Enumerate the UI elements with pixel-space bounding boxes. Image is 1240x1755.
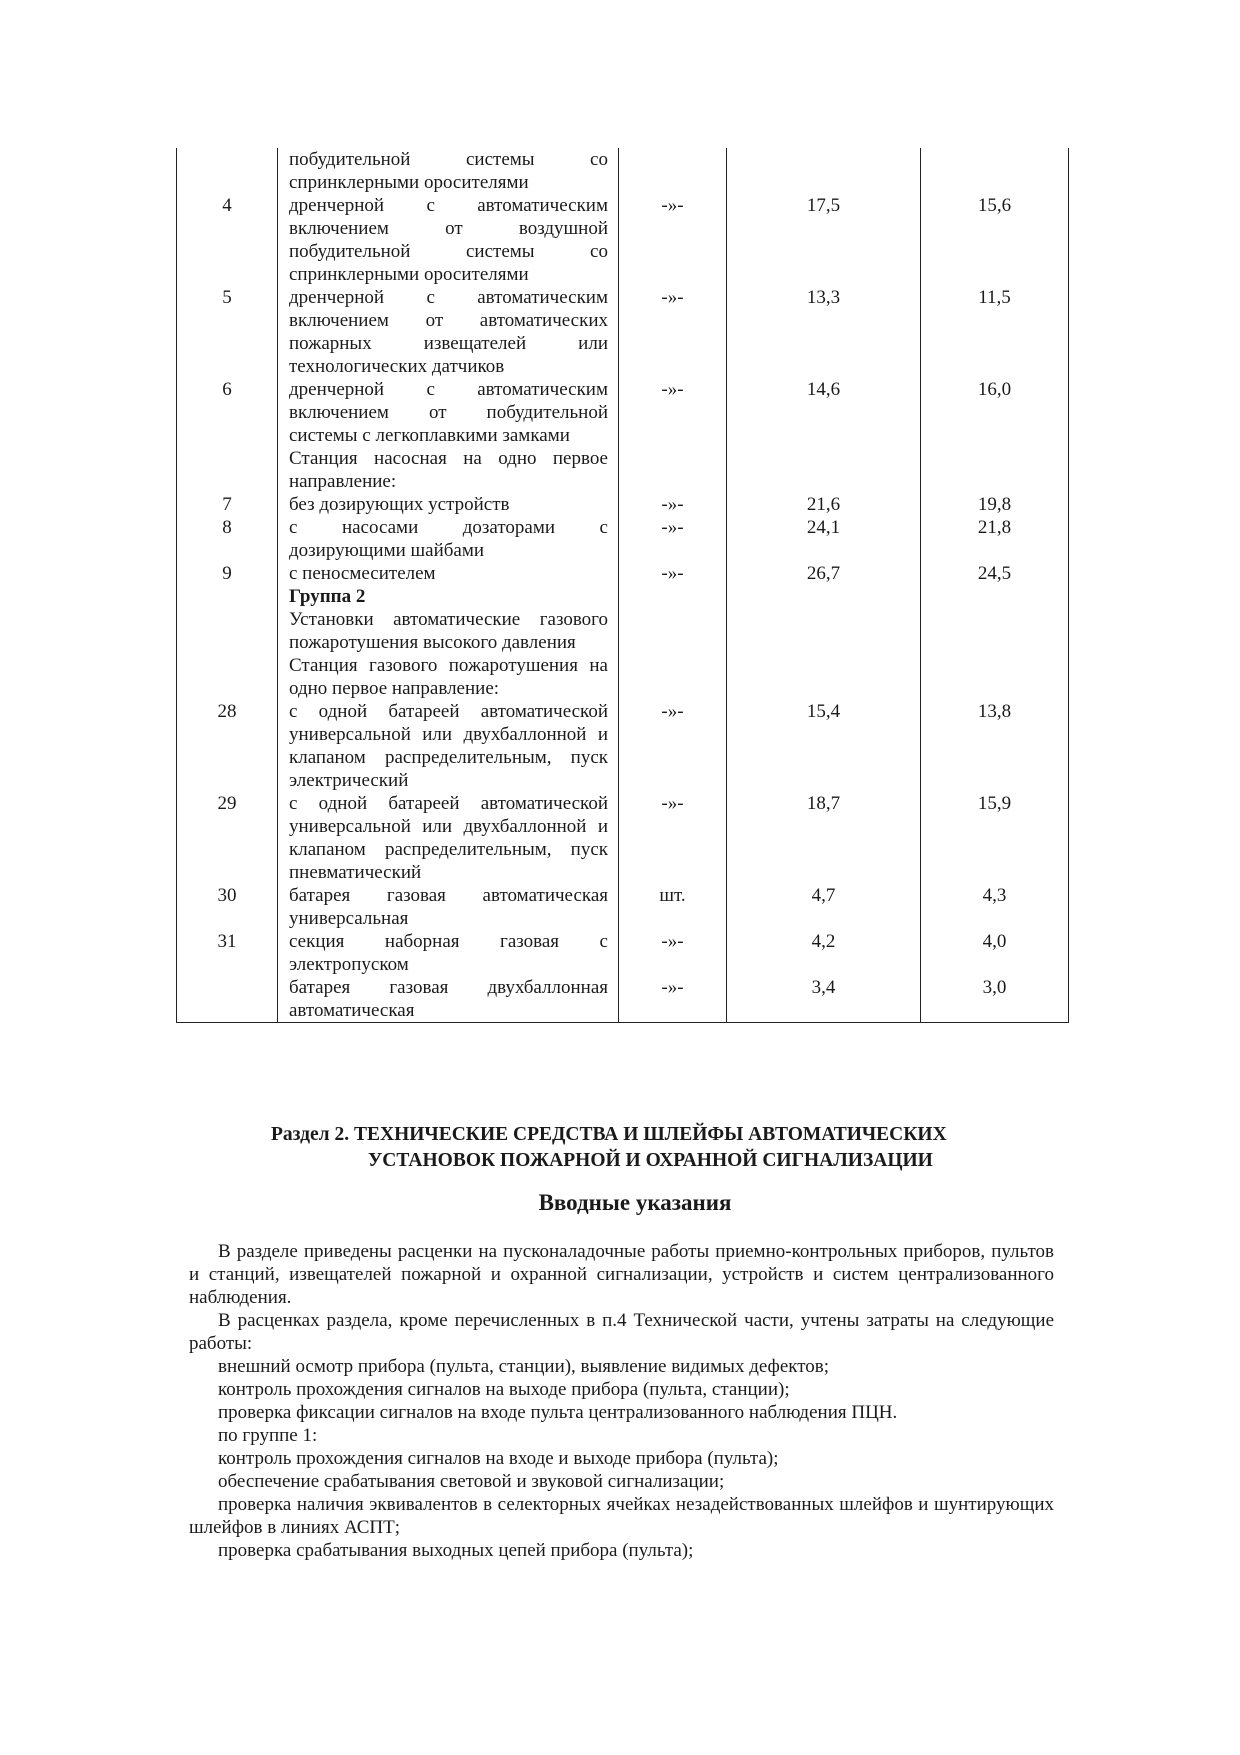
row-value-1: 14,6 [727,378,921,447]
row-number [177,976,278,1023]
paragraph: В разделе приведены расценки на пусконаладочные работы приемно-контрольных приборов, пультов и станций, извещателей пожарной и охранной сигнализации, устройств и систем централизованного наблюдения. [189,1241,1054,1308]
row-description [278,378,619,447]
paragraph: В расценках раздела, кроме перечисленных в п.4 Технической части, учтены затраты на следующие работы: [189,1310,1054,1354]
table-row [177,516,1069,562]
group-heading: Группа 2 [289,586,366,607]
row-value-1 [727,148,921,194]
row-number: 9 [177,562,278,585]
paragraph: по группе 1: [218,1425,318,1446]
description-text: батарея газовая автоматическая универсальная [289,885,608,929]
row-description [278,792,619,884]
row-unit: -»- [619,562,727,585]
row-value-2 [921,585,1069,700]
row-description [278,884,619,930]
row-unit: -»- [619,194,727,286]
table-row [177,585,1069,700]
row-number: 8 [177,516,278,562]
row-description [278,286,619,378]
section-heading-line1: Раздел 2. ТЕХНИЧЕСКИЕ СРЕДСТВА И ШЛЕЙФЫ АВТОМАТИЧЕСКИХ [271,1124,947,1145]
row-value-2: 15,6 [921,194,1069,286]
table-row [177,148,1069,194]
table-row [177,286,1069,378]
row-value-1: 18,7 [727,792,921,884]
row-value-2 [921,148,1069,194]
row-unit: -»- [619,516,727,562]
description-text: с насосами дозаторами с дозирующими шайбами [289,517,608,561]
row-value-2: 15,9 [921,792,1069,884]
rates-table-body [177,148,1069,1023]
row-value-1: 26,7 [727,562,921,585]
description-text: с одной батареей автоматической универсальной или двухбаллонной и клапаном распределительным, пуск электрический [289,701,608,791]
row-unit: -»- [619,930,727,976]
description-text: Станция насосная на одно первое направление: [289,448,608,492]
table-row [177,562,1069,585]
row-unit: -»- [619,493,727,516]
row-description [278,194,619,286]
row-value-1: 4,7 [727,884,921,930]
row-value-2: 21,8 [921,516,1069,562]
table-row [177,447,1069,493]
row-value-2: 4,0 [921,930,1069,976]
row-number [177,148,278,194]
row-unit: -»- [619,286,727,378]
rates-table-wrapper [176,148,1068,1023]
table-row [177,792,1069,884]
table-row [177,930,1069,976]
table-row [177,700,1069,792]
row-number: 7 [177,493,278,516]
row-number [177,585,278,700]
table-row [177,884,1069,930]
row-value-2: 24,5 [921,562,1069,585]
row-description [278,493,619,516]
section-heading-line2: УСТАНОВОК ПОЖАРНОЙ И ОХРАННОЙ СИГНАЛИЗАЦИИ [368,1150,933,1171]
row-value-1: 17,5 [727,194,921,286]
description-text: без дозирующих устройств [289,494,510,515]
row-unit: -»- [619,792,727,884]
description-text: дренчерной с автоматическим включением от побудительной системы с легкоплавкими замками [289,379,608,446]
row-unit [619,447,727,493]
intro-heading: Вводные указания [538,1190,732,1215]
row-value-1: 3,4 [727,976,921,1023]
row-description [278,447,619,493]
description-text: побудительной системы со спринклерными оросителями [289,149,608,193]
row-value-1 [727,585,921,700]
row-unit [619,585,727,700]
row-description [278,585,619,700]
row-value-2: 11,5 [921,286,1069,378]
row-value-1: 21,6 [727,493,921,516]
table-row [177,976,1069,1023]
description-text: дренчерной с автоматическим включением от воздушной побудительной системы со спринклерными оросителями [289,195,608,285]
description-text: с пеносмесителем [289,563,436,584]
row-value-1: 24,1 [727,516,921,562]
row-unit: -»- [619,378,727,447]
row-value-1: 13,3 [727,286,921,378]
description-text: батарея газовая двухбаллонная автоматическая [289,977,608,1021]
row-description [278,976,619,1023]
row-unit: шт. [619,884,727,930]
row-value-2: 16,0 [921,378,1069,447]
description-text: Станция газового пожаротушения на одно первое направление: [289,655,608,699]
paragraph: проверка срабатывания выходных цепей прибора (пульта); [218,1540,694,1561]
row-value-2: 13,8 [921,700,1069,792]
row-value-2: 3,0 [921,976,1069,1023]
paragraph: контроль прохождения сигналов на выходе прибора (пульта, станции); [218,1379,790,1400]
row-value-2 [921,447,1069,493]
row-value-2: 19,8 [921,493,1069,516]
paragraph: внешний осмотр прибора (пульта, станции), выявление видимых дефектов; [218,1356,830,1377]
row-number: 6 [177,378,278,447]
table-row [177,378,1069,447]
row-value-1: 4,2 [727,930,921,976]
row-number [177,447,278,493]
body-text [189,1240,1054,1562]
row-number: 30 [177,884,278,930]
row-description [278,516,619,562]
row-unit: -»- [619,976,727,1023]
paragraph: обеспечение срабатывания световой и звуковой сигнализации; [218,1471,725,1492]
paragraph: проверка фиксации сигналов на входе пульта централизованного наблюдения ПЦН. [218,1402,898,1423]
row-unit: -»- [619,700,727,792]
description-text: с одной батареей автоматической универсальной или двухбаллонной и клапаном распределительным, пуск пневматический [289,793,608,883]
row-number: 31 [177,930,278,976]
row-value-1: 15,4 [727,700,921,792]
table-row [177,194,1069,286]
row-description [278,700,619,792]
row-value-2: 4,3 [921,884,1069,930]
row-number: 5 [177,286,278,378]
row-description [278,148,619,194]
row-value-1 [727,447,921,493]
row-description [278,562,619,585]
rates-table [176,148,1069,1023]
table-row [177,493,1069,516]
description-text: дренчерной с автоматическим включением от автоматических пожарных извещателей или технологических датчиков [289,287,608,377]
row-description [278,930,619,976]
row-number: 29 [177,792,278,884]
description-text: секция наборная газовая с электропуском [289,931,608,975]
row-number: 4 [177,194,278,286]
description-text: Установки автоматические газового пожаротушения высокого давления [289,609,608,653]
row-number: 28 [177,700,278,792]
paragraph: контроль прохождения сигналов на входе и выходе прибора (пульта); [218,1448,779,1469]
row-unit [619,148,727,194]
paragraph: проверка наличия эквивалентов в селекторных ячейках незадействованных шлейфов и шунтирующих шлейфов в линиях АСПТ; [189,1494,1054,1538]
